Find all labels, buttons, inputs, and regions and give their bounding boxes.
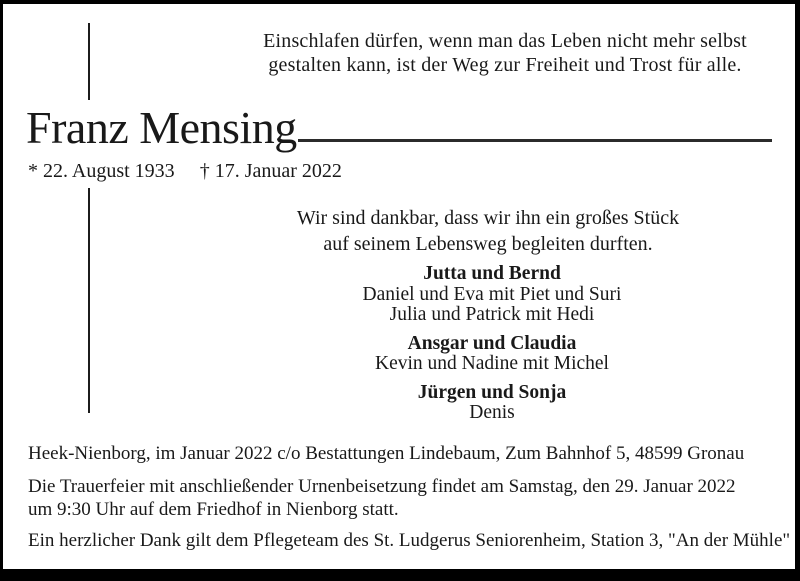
thanks-line: Ein herzlicher Dank gilt dem Pflegeteam des St. Ludgerus Seniorenheim, Station 3, "An der Mühle" bbox=[28, 530, 791, 551]
tribute-line-2: auf seinem Lebensweg begleiten durften. bbox=[323, 233, 653, 255]
birth-date: * 22. August 1933 bbox=[28, 160, 175, 182]
epigraph-line-2: gestalten kann, ist der Weg zur Freiheit und Trost für alle. bbox=[268, 53, 742, 76]
mourner-member: Kevin und Nadine mit Michel bbox=[375, 353, 609, 374]
name-horizontal-rule bbox=[298, 139, 772, 142]
mourner-group-head: Ansgar und Claudia bbox=[407, 332, 577, 354]
scan-border-bottom bbox=[0, 569, 800, 581]
vertical-rule-bottom bbox=[88, 188, 90, 413]
mourner-group bbox=[192, 264, 792, 326]
mourners-list bbox=[192, 264, 792, 432]
mourner-member: Julia und Patrick mit Hedi bbox=[389, 304, 595, 325]
mourner-member: Denis bbox=[469, 402, 515, 423]
tribute-line-1: Wir sind dankbar, dass wir ihn ein großes Stück bbox=[296, 207, 680, 229]
funeral-info bbox=[28, 476, 788, 521]
mourner-group-head: Jutta und Bernd bbox=[423, 263, 561, 284]
scan-border-left bbox=[0, 0, 3, 581]
funeral-info-line-1: Die Trauerfeier mit anschließender Urnenbeisetzung findet am Samstag, den 29. Januar 2022 bbox=[28, 476, 736, 497]
deceased-name: Franz Mensing bbox=[26, 102, 297, 153]
life-dates bbox=[28, 160, 342, 183]
epigraph-line-1: Einschlafen dürfen, wenn man das Leben nicht mehr selbst bbox=[263, 30, 747, 52]
mourner-group bbox=[192, 334, 792, 375]
death-date: † 17. Januar 2022 bbox=[199, 160, 342, 182]
mourner-group bbox=[192, 383, 792, 424]
address-line: Heek-Nienborg, im Januar 2022 c/o Bestattungen Lindebaum, Zum Bahnhof 5, 48599 Gronau bbox=[28, 443, 745, 464]
mourner-group-head: Jürgen und Sonja bbox=[417, 381, 567, 403]
epigraph bbox=[205, 30, 800, 77]
tribute-text bbox=[188, 205, 788, 257]
funeral-info-line-2: um 9:30 Uhr auf dem Friedhof in Nienborg statt. bbox=[28, 498, 399, 520]
scan-border-top bbox=[0, 0, 800, 4]
mourner-member: Daniel und Eva mit Piet und Suri bbox=[362, 283, 622, 305]
vertical-rule-top bbox=[88, 23, 90, 100]
scan-border-right bbox=[795, 0, 800, 581]
